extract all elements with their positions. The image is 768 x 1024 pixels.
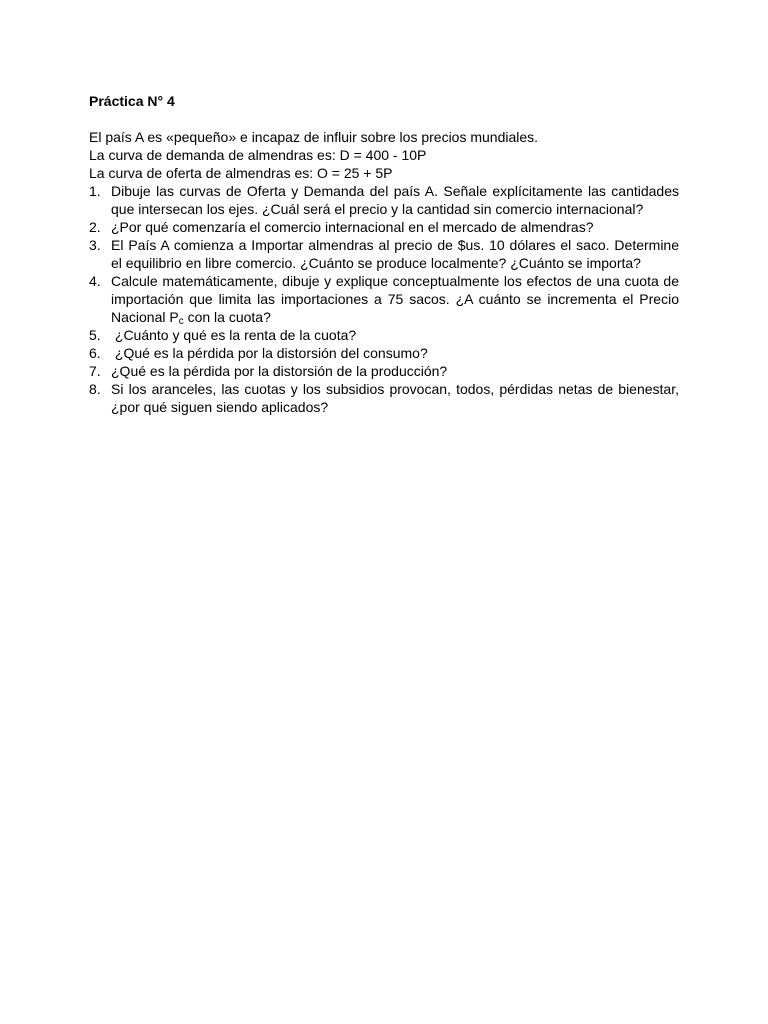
question-text: Si los aranceles, las cuotas y los subsidios provocan, todos, pérdidas netas de bienestar, ¿por qué siguen siendo aplicados? bbox=[111, 381, 679, 415]
question-item bbox=[89, 362, 679, 380]
question-text: ¿Qué es la pérdida por la distorsión de la producción? bbox=[111, 363, 448, 379]
question-item bbox=[89, 380, 679, 416]
intro-line-country: El país A es «pequeño» e incapaz de influir sobre los precios mundiales. bbox=[89, 129, 539, 145]
question-text: El País A comienza a Importar almendras al precio de $us. 10 dólares el saco. Determine el equilibrio en libre comercio. ¿Cuánto se produce localmente? ¿Cuánto se importa? bbox=[111, 237, 679, 271]
question-item bbox=[89, 326, 679, 344]
question-item bbox=[89, 272, 679, 326]
question-item bbox=[89, 218, 679, 236]
question-list bbox=[89, 182, 679, 416]
question-item bbox=[89, 236, 679, 272]
intro-line-demand: La curva de demanda de almendras es: D = 400 - 10P bbox=[89, 147, 427, 163]
intro-block bbox=[89, 128, 679, 182]
question-number: 7. bbox=[89, 363, 101, 379]
document-page bbox=[89, 92, 679, 416]
question-number: 2. bbox=[89, 219, 101, 235]
intro-line-supply: La curva de oferta de almendras es: O = 25 + 5P bbox=[89, 165, 393, 181]
question-text-after: con la cuota? bbox=[183, 309, 271, 325]
question-number: 3. bbox=[89, 237, 101, 253]
question-item bbox=[89, 182, 679, 218]
question-text-before: Calcule matemáticamente, dibuje y explique conceptualmente los efectos de una cuota de importación que limita las importaciones a 75 sacos. ¿A cuánto se incrementa el Precio Nacional P bbox=[111, 273, 679, 325]
question-text bbox=[111, 273, 679, 325]
question-item bbox=[89, 344, 679, 362]
question-text: ¿Qué es la pérdida por la distorsión del consumo? bbox=[111, 345, 428, 361]
page-title: Práctica N° 4 bbox=[89, 93, 175, 109]
price-subscript: c bbox=[178, 316, 184, 327]
question-number: 6. bbox=[89, 345, 101, 361]
question-text: ¿Por qué comenzaría el comercio internacional en el mercado de almendras? bbox=[111, 219, 594, 235]
question-text: Dibuje las curvas de Oferta y Demanda del país A. Señale explícitamente las cantidades que intersecan los ejes. ¿Cuál será el precio y la cantidad sin comercio internacional? bbox=[111, 183, 679, 217]
question-number: 5. bbox=[89, 327, 101, 343]
question-text: ¿Cuánto y qué es la renta de la cuota? bbox=[111, 327, 357, 343]
question-number: 4. bbox=[89, 273, 101, 289]
question-number: 1. bbox=[89, 183, 101, 199]
question-number: 8. bbox=[89, 381, 101, 397]
